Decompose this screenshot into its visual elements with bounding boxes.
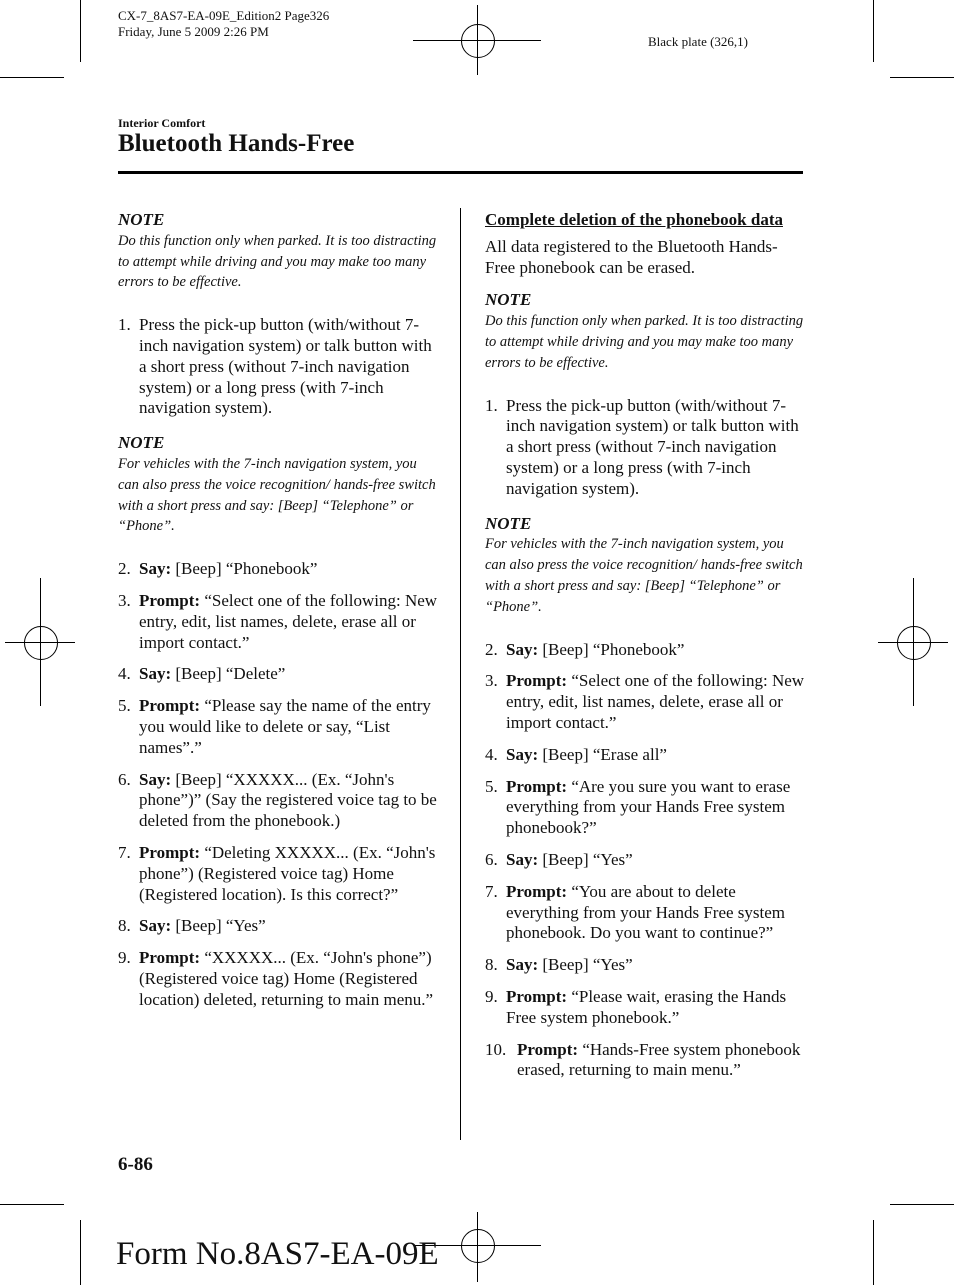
note-text: For vehicles with the 7-inch navigation system, you can also press the voice recognition/ hands-free switch with a short press and say: [Beep] “Telephone” or “Phone”. xyxy=(118,455,436,535)
step-item xyxy=(118,696,438,758)
step-body: “You are about to delete everything from your Hands Free system phonebook. Do you want to continue?” xyxy=(506,881,786,943)
step-item xyxy=(485,640,805,661)
step-item xyxy=(118,843,438,905)
step-number: 4. xyxy=(485,744,498,764)
crop-mark xyxy=(890,1204,954,1205)
step-label: Prompt: xyxy=(139,948,201,968)
step-item xyxy=(485,850,805,871)
step-body: “Select one of the following: New entry, edit, list names, delete, erase all or import contact.” xyxy=(139,590,438,652)
step-number: 8. xyxy=(118,916,131,936)
step-label: Prompt: xyxy=(506,881,568,901)
crop-mark xyxy=(0,77,64,78)
step-label: Prompt: xyxy=(506,986,568,1006)
step-number: 10. xyxy=(485,1039,507,1059)
step-label: Prompt: xyxy=(139,842,201,862)
left-column xyxy=(118,210,438,1022)
step-body: [Beep] “Yes” xyxy=(538,849,633,869)
crop-mark xyxy=(873,1220,874,1285)
step-body: [Beep] “XXXXX... (Ex. “John's phone”)” (Say the registered voice tag to be deleted from the phonebook.) xyxy=(139,769,437,831)
step-text xyxy=(139,664,438,685)
step-text xyxy=(517,1040,805,1082)
step-number: 5. xyxy=(118,696,131,716)
step-item xyxy=(485,955,805,976)
step-text xyxy=(139,916,438,937)
step-text: Press the pick-up button (with/without 7-inch navigation system) or talk button with a short press (without 7-inch navigation system) or a long press (with 7-inch navigation system). xyxy=(139,315,432,418)
note-title: NOTE xyxy=(118,210,165,229)
step-item xyxy=(118,591,438,653)
step-text xyxy=(139,591,438,653)
step-label: Say: xyxy=(506,639,539,659)
step-item xyxy=(485,987,805,1029)
note-text: Do this function only when parked. It is too distracting to attempt while driving and you may make too many errors to be effective. xyxy=(118,232,437,291)
step-text xyxy=(506,777,805,839)
step-item xyxy=(118,664,438,685)
step-body: “Are you sure you want to erase everything from your Hands Free system phonebook?” xyxy=(506,776,791,838)
form-number: Form No.8AS7-EA-09E xyxy=(116,1236,439,1272)
print-date-line: Friday, June 5 2009 2:26 PM xyxy=(118,24,269,39)
step-number: 4. xyxy=(118,664,131,684)
step-number: 2. xyxy=(485,639,498,659)
title-rule xyxy=(118,171,803,174)
step-number: 7. xyxy=(485,881,498,901)
step-label: Prompt: xyxy=(506,671,568,691)
step-number: 8. xyxy=(485,955,498,975)
step-label: Prompt: xyxy=(139,696,201,716)
step-text xyxy=(139,696,438,758)
step-number: 2. xyxy=(118,559,131,579)
step-number: 1. xyxy=(118,315,131,335)
step-item xyxy=(485,671,805,733)
step-label: Say: xyxy=(139,916,172,936)
step-label: Say: xyxy=(506,955,539,975)
subheading: Complete deletion of the phonebook data xyxy=(485,210,783,229)
step-number: 3. xyxy=(485,671,498,691)
step-text xyxy=(506,882,805,944)
step-label: Say: xyxy=(139,664,172,684)
step-text xyxy=(506,987,805,1029)
column-divider xyxy=(460,208,461,1140)
page-title: Bluetooth Hands-Free xyxy=(118,130,355,157)
step-label: Say: xyxy=(139,559,172,579)
note-text: Do this function only when parked. It is too distracting to attempt while driving and you may make too many errors to be effective. xyxy=(485,313,804,371)
step-body: [Beep] “Delete” xyxy=(171,664,286,684)
step-item xyxy=(485,396,805,500)
right-column xyxy=(485,210,805,1092)
step-body: “Please wait, erasing the Hands Free system phonebook.” xyxy=(506,986,787,1027)
step-text xyxy=(139,948,438,1010)
step-item xyxy=(485,1040,805,1082)
note-title: NOTE xyxy=(485,513,532,533)
page-number: 6-86 xyxy=(118,1154,153,1175)
step-label: Prompt: xyxy=(139,590,201,610)
step-text: Press the pick-up button (with/without 7-inch navigation system) or talk button with a short press (without 7-inch navigation system) or a long press (with 7-inch navigation system). xyxy=(506,395,799,498)
step-text xyxy=(506,671,805,733)
plate-label: Black plate (326,1) xyxy=(648,34,748,49)
step-label: Prompt: xyxy=(517,1039,579,1059)
step-label: Say: xyxy=(139,769,172,789)
step-number: 5. xyxy=(485,776,498,796)
crop-mark xyxy=(80,1220,81,1285)
step-body: “Please say the name of the entry you would like to delete or say, “List names”.” xyxy=(139,696,431,757)
print-file-line: CX-7_8AS7-EA-09E_Edition2 Page326 xyxy=(118,8,330,23)
intro-paragraph: All data registered to the Bluetooth Hands-Free phonebook can be erased. xyxy=(485,236,778,277)
step-body: “Deleting XXXXX... (Ex. “John's phone”) (Registered voice tag) Home (Registered location). Is this correct?” xyxy=(139,842,436,904)
step-item xyxy=(118,916,438,937)
note-title: NOTE xyxy=(118,433,165,453)
step-label: Say: xyxy=(506,849,539,869)
step-label: Say: xyxy=(506,744,539,764)
step-body: [Beep] “Yes” xyxy=(171,916,266,936)
print-header-meta xyxy=(118,8,329,40)
step-body: [Beep] “Phonebook” xyxy=(538,639,685,659)
step-text xyxy=(139,770,438,832)
step-item xyxy=(118,770,438,832)
step-number: 9. xyxy=(118,948,131,968)
step-text xyxy=(139,559,438,580)
step-body: “Select one of the following: New entry, edit, list names, delete, erase all or import contact.” xyxy=(506,671,805,732)
step-item xyxy=(485,882,805,944)
crop-mark xyxy=(873,0,874,62)
step-item xyxy=(118,315,438,419)
step-body: [Beep] “Erase all” xyxy=(538,744,667,764)
step-text xyxy=(506,850,805,871)
section-label: Interior Comfort xyxy=(118,116,206,130)
step-body: “Hands-Free system phonebook erased, returning to main menu.” xyxy=(517,1039,801,1080)
step-text xyxy=(506,745,805,766)
note-title: NOTE xyxy=(485,290,532,310)
step-number: 6. xyxy=(118,769,131,789)
step-number: 7. xyxy=(118,842,131,862)
step-text xyxy=(139,843,438,905)
crop-mark xyxy=(0,1204,64,1205)
step-body: “XXXXX... (Ex. “John's phone”) (Registered voice tag) Home (Registered location) deleted, returning to main menu.” xyxy=(139,948,434,1009)
step-number: 3. xyxy=(118,590,131,610)
crop-mark xyxy=(890,77,954,78)
step-body: [Beep] “Yes” xyxy=(538,955,633,975)
step-number: 6. xyxy=(485,849,498,869)
step-number: 9. xyxy=(485,986,498,1006)
step-body: [Beep] “Phonebook” xyxy=(171,559,318,579)
step-text xyxy=(506,955,805,976)
step-item xyxy=(118,559,438,580)
step-label: Prompt: xyxy=(506,776,568,796)
step-item xyxy=(118,948,438,1010)
step-item xyxy=(485,777,805,839)
step-item xyxy=(485,745,805,766)
step-number: 1. xyxy=(485,395,498,415)
note-text: For vehicles with the 7-inch navigation system, you can also press the voice recognition/ hands-free switch with a short press and say: [Beep] “Telephone” or “Phone”. xyxy=(485,536,803,615)
step-text xyxy=(506,640,805,661)
crop-mark xyxy=(80,0,81,62)
